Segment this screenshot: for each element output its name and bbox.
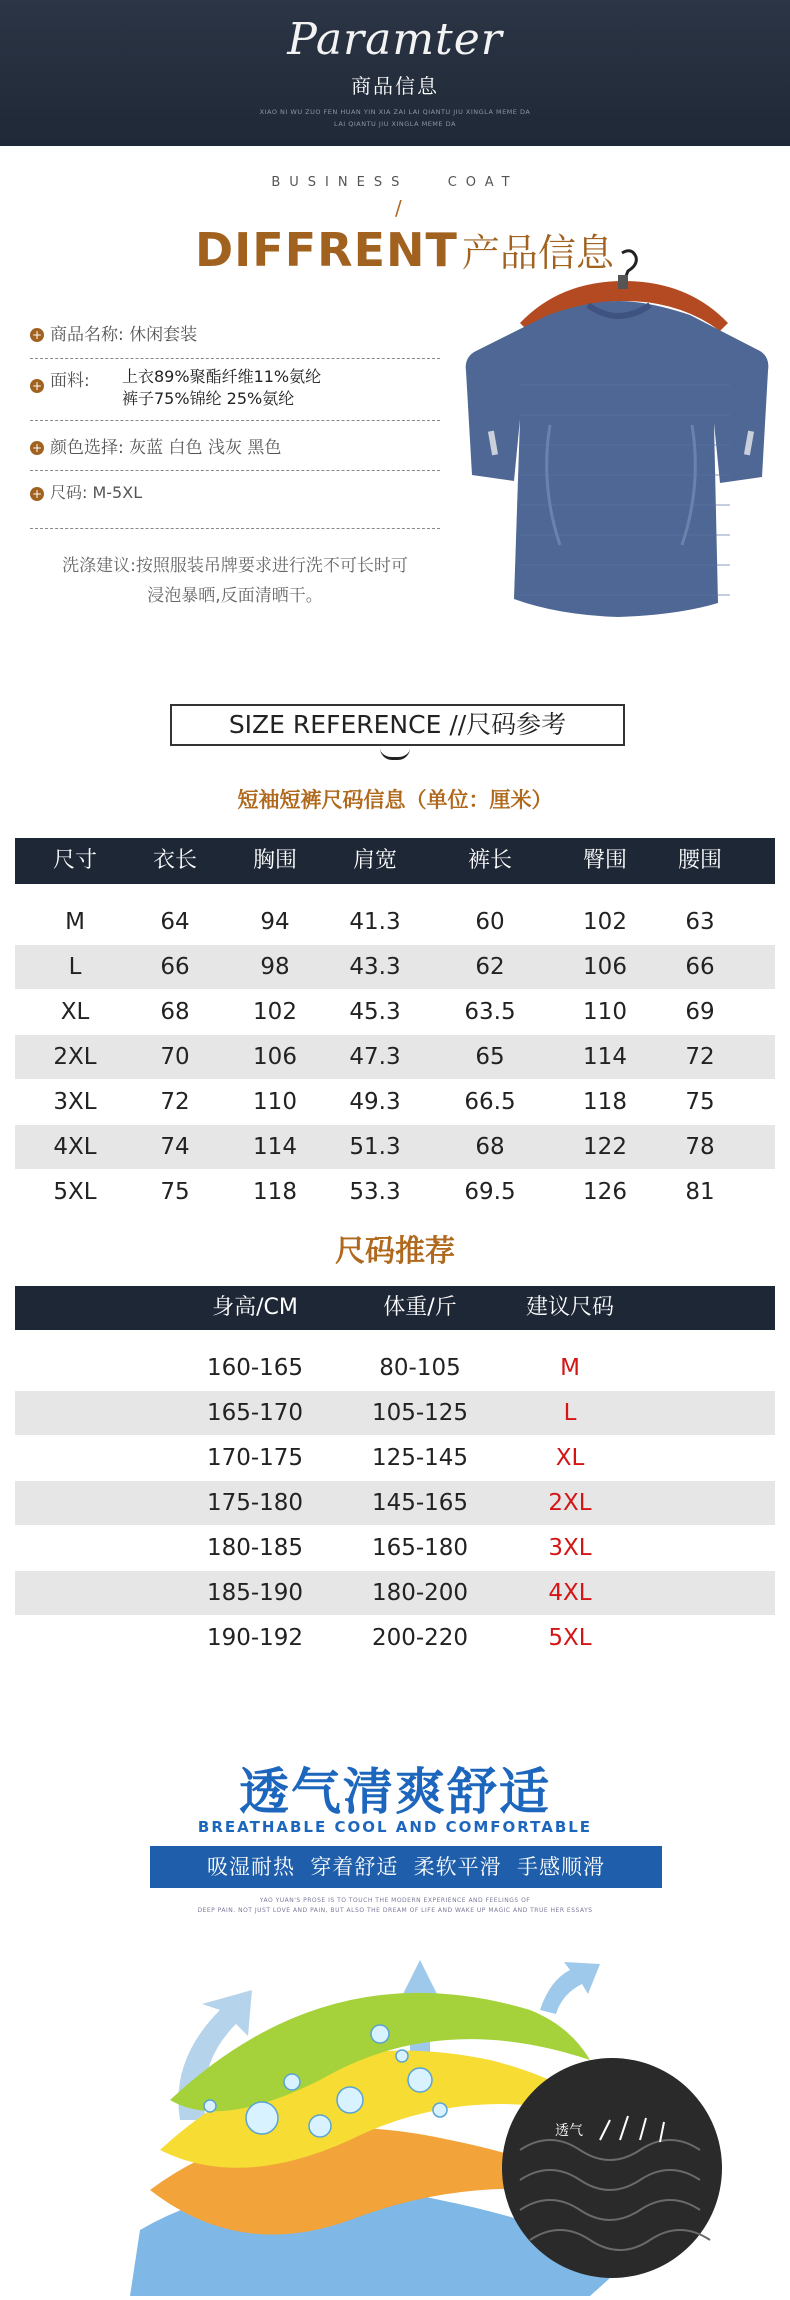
- features-bar: 吸湿耐热 穿着舒适 柔软平滑 手感顺滑: [150, 1846, 662, 1888]
- recommendation-row: [15, 1436, 775, 1480]
- recommendation-cell: 185-190: [206, 1580, 304, 1606]
- size-table-cell: 43.3: [349, 954, 401, 980]
- header-cell: 尺寸: [52, 848, 97, 873]
- size-table-cell: 63: [685, 909, 715, 935]
- recommendation-cell: 200-220: [371, 1625, 469, 1651]
- suggested-size-cell: M: [560, 1355, 580, 1381]
- size-table-cell: 66: [685, 954, 715, 980]
- size-table-cell: 69.5: [464, 1179, 516, 1205]
- business-coat-label: BUSINESS COAT: [271, 175, 519, 190]
- header-banner: [0, 0, 790, 146]
- dashed-divider: [30, 470, 440, 471]
- plus-bullet-icon: +: [31, 328, 43, 342]
- suggested-size-cell: 2XL: [548, 1490, 592, 1516]
- size-table-cell: 2XL: [53, 1044, 97, 1070]
- recommendation-row: [15, 1391, 775, 1435]
- fabric-label: 透气: [555, 2123, 583, 2139]
- size-table-cell: 110: [583, 999, 627, 1025]
- recommendation-cell: 160-165: [206, 1355, 304, 1381]
- size-table-cell: 114: [583, 1044, 627, 1070]
- size-table-row: [15, 900, 775, 944]
- size-table-row: [15, 1125, 775, 1169]
- size-table-row: [15, 1170, 775, 1214]
- size-table-cell: 68: [475, 1134, 505, 1160]
- size-table-cell: 72: [160, 1089, 190, 1115]
- suggested-size-cell: L: [563, 1400, 577, 1426]
- size-table-cell: 53.3: [349, 1179, 401, 1205]
- info-material: [30, 366, 440, 408]
- size-table-cell: 75: [685, 1089, 715, 1115]
- size-table-cell: 118: [253, 1179, 297, 1205]
- dashed-divider: [30, 528, 440, 529]
- info-size: [30, 480, 440, 503]
- material-line-2: 裤子75%锦纶 25%氨纶: [122, 389, 295, 408]
- recommendation-cell: 180-185: [206, 1535, 304, 1561]
- size-table-header: [15, 838, 775, 884]
- header-cell: 臀围: [582, 848, 627, 873]
- material-line-1: 上衣89%聚酯纤维11%氨纶: [122, 367, 322, 386]
- header-cell: 肩宽: [352, 848, 397, 873]
- size-table-cell: 66.5: [464, 1089, 516, 1115]
- size-table-cell: 106: [253, 1044, 297, 1070]
- info-product-name: [30, 320, 440, 345]
- size-table-cell: 78: [685, 1134, 715, 1160]
- breathable-subtitle: BREATHABLE COOL AND COMFORTABLE: [197, 1818, 593, 1836]
- decorative-arc: [380, 748, 410, 760]
- size-table-cell: 3XL: [53, 1089, 97, 1115]
- size-table-cell: 45.3: [349, 999, 401, 1025]
- size-table-cell: 69: [685, 999, 715, 1025]
- tshirt-image: [460, 245, 780, 685]
- recommendation-row: [15, 1571, 775, 1615]
- recommendation-row: [15, 1616, 775, 1660]
- size-table-cell: 41.3: [349, 909, 401, 935]
- suggested-size-cell: 3XL: [548, 1535, 592, 1561]
- slash-divider: /: [395, 196, 402, 220]
- header-cell: 胸围: [252, 848, 297, 873]
- headline-en: DIFFRENT: [195, 223, 458, 277]
- tshirt-illustration: [460, 245, 780, 685]
- plus-bullet-icon: +: [31, 379, 43, 393]
- recommendation-cell: 125-145: [371, 1445, 469, 1471]
- size-table-cell: 65: [475, 1044, 505, 1070]
- headline-cn: 产品信息: [461, 231, 614, 275]
- size-table-cell: 81: [685, 1179, 715, 1205]
- size-table-cell: 68: [160, 999, 190, 1025]
- size-table-title: 短袖短裤尺码信息（单位：厘米）: [237, 788, 553, 812]
- suggested-size-cell: 5XL: [548, 1625, 592, 1651]
- recommendation-row: [15, 1346, 775, 1390]
- plus-bullet-icon: +: [31, 441, 43, 455]
- header-cell: 体重/斤: [383, 1295, 457, 1320]
- size-text: 尺码: M-5XL: [50, 483, 143, 502]
- size-table-cell: 102: [253, 999, 297, 1025]
- size-table-cell: XL: [60, 999, 90, 1025]
- colors-text: 颜色选择: 灰蓝 白色 浅灰 黑色: [50, 438, 282, 458]
- size-table-cell: 102: [583, 909, 627, 935]
- recommendation-cell: 105-125: [371, 1400, 469, 1426]
- size-table-cell: 51.3: [349, 1134, 401, 1160]
- size-table-cell: 4XL: [53, 1134, 97, 1160]
- recommendation-table-header: [15, 1286, 775, 1330]
- header-cell: 裤长: [467, 848, 512, 873]
- size-table-cell: 122: [583, 1134, 627, 1160]
- size-table-cell: 64: [160, 909, 190, 935]
- size-table-cell: 94: [260, 909, 290, 935]
- recommendation-cell: 145-165: [371, 1490, 469, 1516]
- size-table-cell: 60: [475, 909, 505, 935]
- info-colors: [30, 433, 440, 458]
- dashed-divider: [30, 420, 440, 421]
- size-table-row: [15, 990, 775, 1034]
- size-table-cell: 126: [583, 1179, 627, 1205]
- recommendation-cell: 165-170: [206, 1400, 304, 1426]
- size-table-cell: M: [65, 909, 85, 935]
- size-table-row: [15, 1035, 775, 1079]
- breathable-tiny-text-2: DEEP PAIN. NOT JUST LOVE AND PAIN, BUT ALSO THE DREAM OF LIFE AND WAKE UP MAGIC AND TRUE HER ESSAYS: [197, 1907, 593, 1914]
- recommendation-cell: 80-105: [379, 1355, 461, 1381]
- size-table-cell: 63.5: [464, 999, 516, 1025]
- breathable-tiny-text-1: YAO YUAN'S PROSE IS TO TOUCH THE MODERN EXPERIENCE AND FEELINGS OF: [259, 1897, 531, 1904]
- recommendation-cell: 190-192: [206, 1625, 304, 1651]
- size-table-row: [15, 945, 775, 989]
- size-table-cell: 62: [475, 954, 505, 980]
- size-table-row: [15, 1080, 775, 1124]
- breathable-title: 透气清爽舒适: [239, 1763, 551, 1821]
- size-table-cell: 66: [160, 954, 190, 980]
- recommendation-row: [15, 1481, 775, 1525]
- banner-tiny-text-1: XIAO NI WU ZUO FEN HUAN YIN XIA ZAI LAI QIANTU JIU XINGLA MEME DA: [259, 108, 531, 116]
- recommendation-row: [15, 1526, 775, 1570]
- recommendation-cell: 180-200: [371, 1580, 469, 1606]
- size-table-cell: 98: [260, 954, 290, 980]
- header-cell: 衣长: [152, 848, 197, 873]
- recommendation-cell: 170-175: [206, 1445, 304, 1471]
- size-table-cell: 70: [160, 1044, 190, 1070]
- care-line-2: 浸泡暴晒,反面清晒干。: [147, 586, 323, 606]
- fabric-layers-illustration: [0, 1930, 790, 2296]
- size-table-cell: 118: [583, 1089, 627, 1115]
- size-table-cell: 114: [253, 1134, 297, 1160]
- care-line-1: 洗涤建议:按照服装吊牌要求进行洗不可长时可: [62, 556, 408, 576]
- size-table-cell: 49.3: [349, 1089, 401, 1115]
- recommendation-title: 尺码推荐: [335, 1234, 455, 1269]
- fabric-illustration-svg: [0, 1930, 790, 2296]
- recommendation-cell: 175-180: [206, 1490, 304, 1516]
- size-table-cell: 5XL: [53, 1179, 97, 1205]
- product-name-text: 商品名称: 休闲套装: [50, 325, 198, 345]
- suggested-size-cell: 4XL: [548, 1580, 592, 1606]
- size-table-cell: 72: [685, 1044, 715, 1070]
- recommendation-cell: 165-180: [371, 1535, 469, 1561]
- plus-bullet-icon: +: [31, 486, 43, 501]
- size-table-cell: L: [68, 954, 82, 980]
- banner-tiny-text-2: LAI QIANTU JIU XINGLA MEME DA: [334, 120, 456, 128]
- size-reference-title: SIZE REFERENCE //尺码参考: [170, 704, 625, 746]
- dashed-divider: [30, 358, 440, 359]
- suggested-size-cell: XL: [555, 1445, 585, 1471]
- banner-script-title: Paramter: [287, 14, 503, 65]
- size-table-cell: 74: [160, 1134, 190, 1160]
- size-table-cell: 106: [583, 954, 627, 980]
- care-instructions: [20, 551, 450, 611]
- banner-subtitle: 商品信息: [351, 74, 439, 98]
- size-table-cell: 110: [253, 1089, 297, 1115]
- size-table-cell: 75: [160, 1179, 190, 1205]
- size-table-cell: 47.3: [349, 1044, 401, 1070]
- header-cell: 建议尺码: [525, 1295, 614, 1320]
- header-cell: 腰围: [677, 848, 722, 873]
- header-cell: 身高/CM: [212, 1295, 298, 1320]
- material-label: 面料:: [50, 371, 90, 391]
